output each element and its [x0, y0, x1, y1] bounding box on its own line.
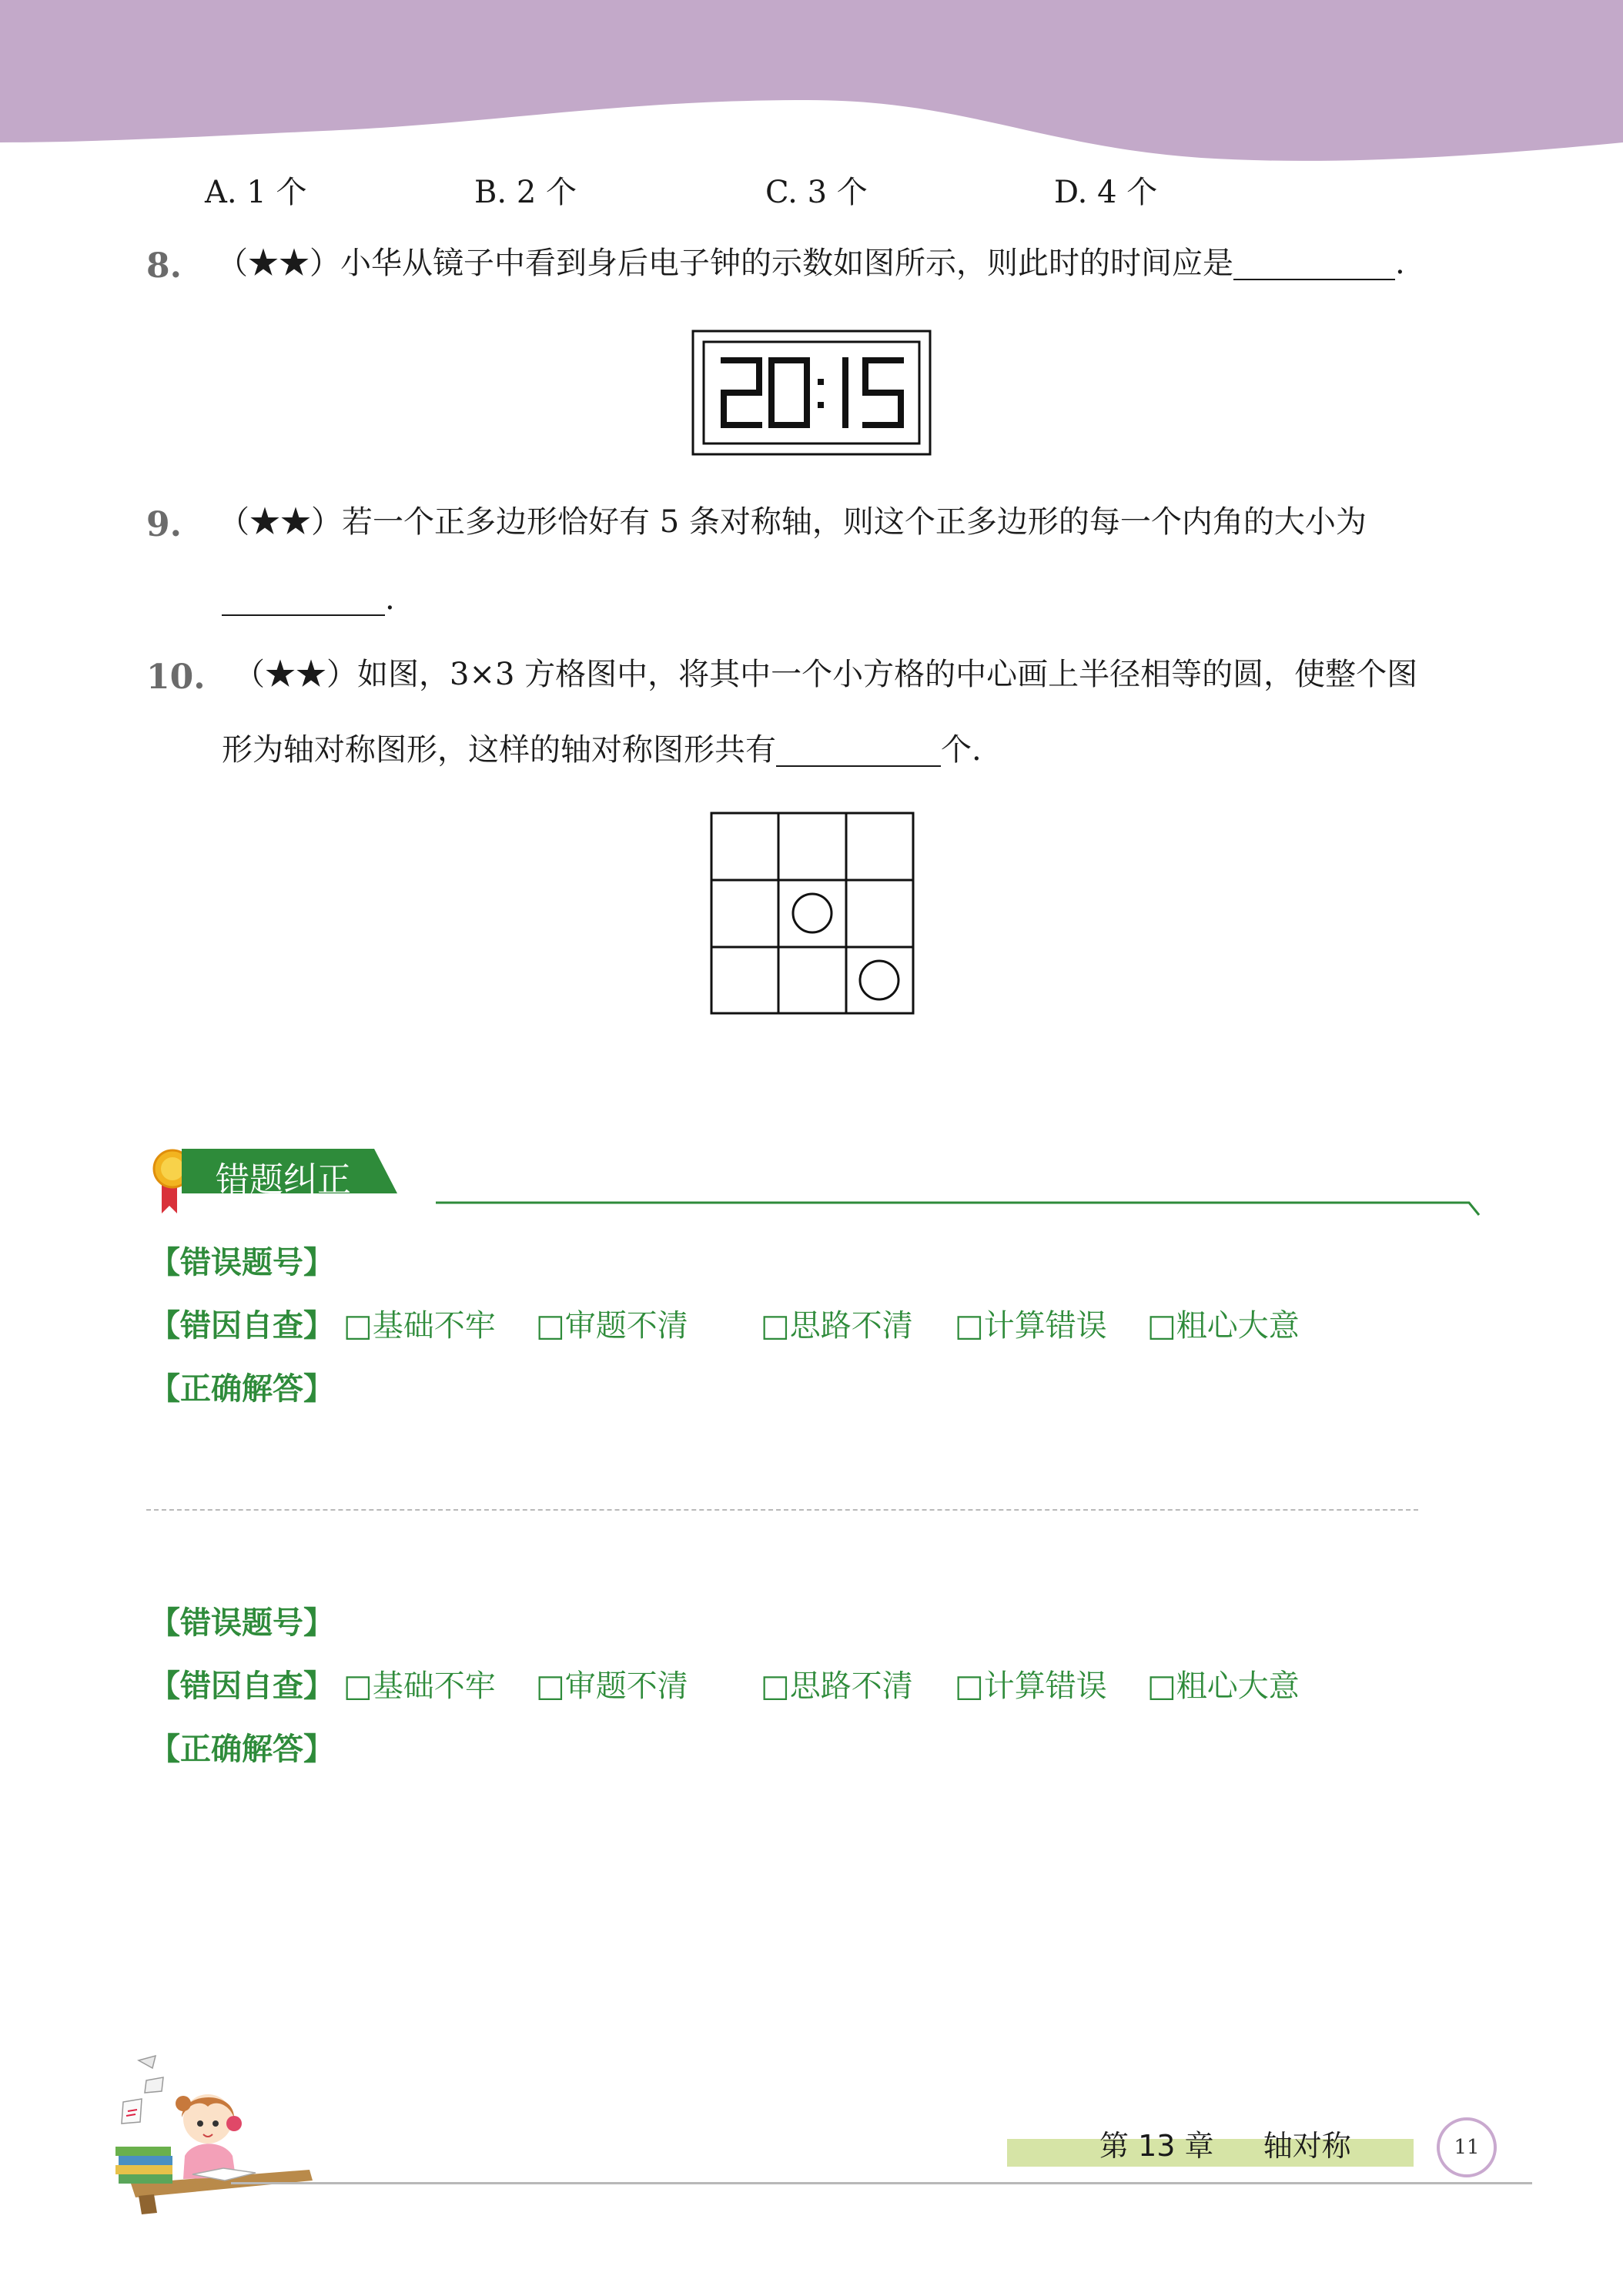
wrong-question-number-label-1: 【错误题号】 [149, 1245, 334, 1280]
wrong-question-number-label-2: 【错误题号】 [149, 1605, 334, 1641]
option-c: C. 3 个 [765, 175, 868, 210]
checkbox-foundation-2[interactable]: □基础不牢 [343, 1668, 496, 1704]
checkbox-unclear-thinking-1[interactable]: □思路不清 [761, 1308, 913, 1344]
checkbox-calc-error-2[interactable]: □计算错误 [955, 1668, 1107, 1704]
clock-digit-0 [771, 360, 807, 425]
page-number-badge [1437, 2117, 1497, 2177]
question-10-line-1: （★★）如图，3×3 方格图中，将其中一个小方格的中心画上半径相等的圆，使整个图 [234, 657, 1418, 692]
error-cause-label-1: 【错因自查】 [149, 1308, 334, 1344]
answer-blank-8 [1233, 248, 1395, 280]
checkbox-unclear-thinking-2[interactable]: □思路不清 [761, 1668, 913, 1704]
question-9-text: （★★）若一个正多边形恰好有 5 条对称轴，则这个正多边形的每一个内角的大小为 [219, 504, 1367, 540]
chapter-title: 轴对称 [1263, 2129, 1351, 2163]
answer-blank-10 [776, 735, 941, 767]
clock-colon-bottom [818, 402, 824, 408]
clock-digit-5 [865, 360, 901, 425]
checkbox-misread-1[interactable]: □审题不清 [536, 1308, 688, 1344]
checkbox-foundation-1[interactable]: □基础不牢 [343, 1308, 496, 1344]
page-number: 11 [1454, 2136, 1480, 2159]
footer-chapter [1099, 2122, 1351, 2164]
option-d: D. 4 个 [1054, 175, 1158, 210]
correct-answer-label-2: 【正确解答】 [149, 1732, 334, 1767]
question-9-answer-line: . [222, 584, 395, 616]
section-divider [146, 1509, 1418, 1511]
clock-digit-2 [724, 360, 759, 425]
checkbox-careless-2[interactable]: □粗心大意 [1147, 1668, 1300, 1704]
question-10-line-2: 形为轴对称图形，这样的轴对称图形共有 个. [222, 732, 982, 768]
header-wave-banner [0, 0, 1623, 169]
question-number-8: 8. [146, 246, 182, 286]
question-number-10: 10. [146, 658, 206, 697]
grid-circle-center [793, 894, 832, 932]
error-cause-label-2: 【错因自查】 [149, 1668, 334, 1704]
checkbox-calc-error-1[interactable]: □计算错误 [955, 1308, 1107, 1344]
mirror-clock-figure [691, 330, 932, 456]
chapter-number: 第 13 章 [1099, 2129, 1214, 2163]
checkbox-misread-2[interactable]: □审题不清 [536, 1668, 688, 1704]
question-8-text: （★★）小华从镜子中看到身后电子钟的示数如图所示，则此时的时间应是 . [217, 246, 1405, 281]
answer-blank-9 [222, 584, 385, 616]
footer-rule [231, 2182, 1532, 2184]
option-b: B. 2 个 [474, 175, 577, 210]
checkbox-careless-1[interactable]: □粗心大意 [1147, 1308, 1300, 1344]
clock-colon-top [818, 379, 824, 385]
option-a: A. 1 个 [205, 175, 307, 210]
student-illustration [108, 2048, 323, 2217]
grid-3x3-figure [708, 810, 916, 1016]
correct-answer-label-1: 【正确解答】 [149, 1371, 334, 1407]
correction-section-title: 错题纠正 [216, 1160, 351, 1200]
grid-circle-bottom-right [860, 961, 899, 999]
question-number-9: 9. [146, 505, 182, 544]
